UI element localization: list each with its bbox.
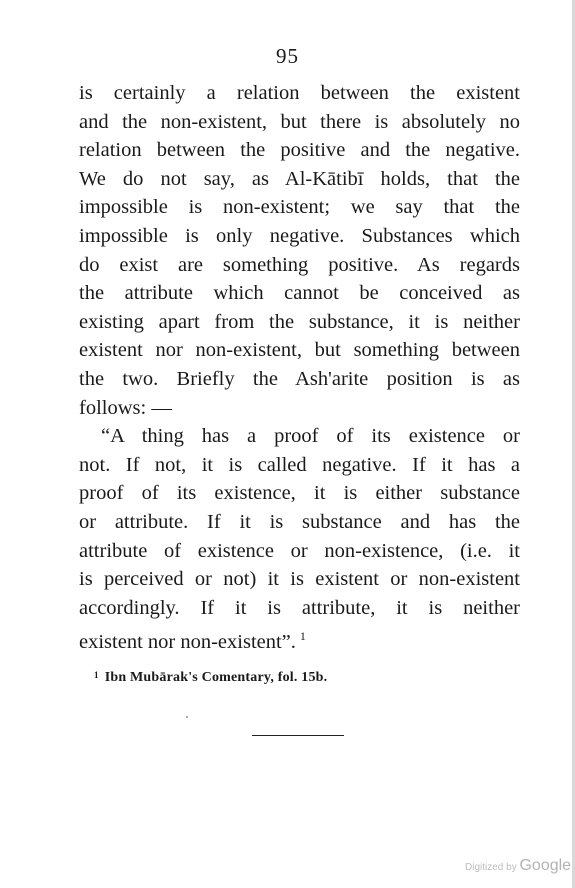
- text-line: follows: —: [79, 396, 172, 419]
- paper-speck: [186, 716, 188, 718]
- text-line: existent nor non-existent, but something between: [79, 339, 520, 362]
- quote-line: proof of its existence, it is either substance: [79, 482, 520, 505]
- footnote-text: Ibn Mubārak's Comentary, fol. 15b.: [104, 670, 328, 685]
- text-line: existing apart from the substance, it is neither: [79, 310, 520, 333]
- text-line: the attribute which cannot be conceived as: [79, 282, 520, 305]
- digitized-watermark: [465, 857, 571, 875]
- quote-line: “A thing has a proof of its existence or: [101, 425, 520, 448]
- text-line: is certainly a relation between the existent: [79, 82, 520, 104]
- text-line: impossible is non-existent; we say that the: [79, 196, 520, 219]
- text-line: relation between the positive and the negative.: [79, 139, 520, 162]
- quote-line: not. If not, it is called negative. If it has a: [79, 453, 520, 476]
- text-line: do exist are something positive. As regards: [79, 253, 520, 276]
- body-text: [79, 79, 520, 654]
- text-line: We do not say, as Al-Kātibī holds, that the: [79, 167, 520, 190]
- text-line: impossible is only negative. Substances which: [79, 224, 520, 247]
- footnote: [94, 670, 327, 686]
- end-rule: [252, 735, 344, 736]
- quote-line: attribute of existence or non-existence, (i.e. it: [79, 539, 520, 562]
- text-line: and the non-existent, but there is absolutely no: [79, 110, 520, 133]
- text-line: the two. Briefly the Ash'arite position is as: [79, 367, 520, 390]
- page-number: 95: [276, 44, 299, 68]
- quote-line: or attribute. If it is substance and has the: [79, 510, 520, 533]
- footnote-mark: 1: [94, 670, 99, 680]
- watermark-prefix: Digitized by: [465, 862, 517, 873]
- watermark-brand: Google: [519, 857, 572, 874]
- quote-line: accordingly. If it is attribute, it is neither: [79, 596, 520, 619]
- quote-line-text: existent nor non-existent”.: [79, 631, 296, 654]
- quote-line: is perceived or not) it is existent or non-existent: [79, 568, 520, 591]
- quote-line-final: [79, 622, 520, 654]
- footnote-reference[interactable]: 1: [299, 629, 306, 644]
